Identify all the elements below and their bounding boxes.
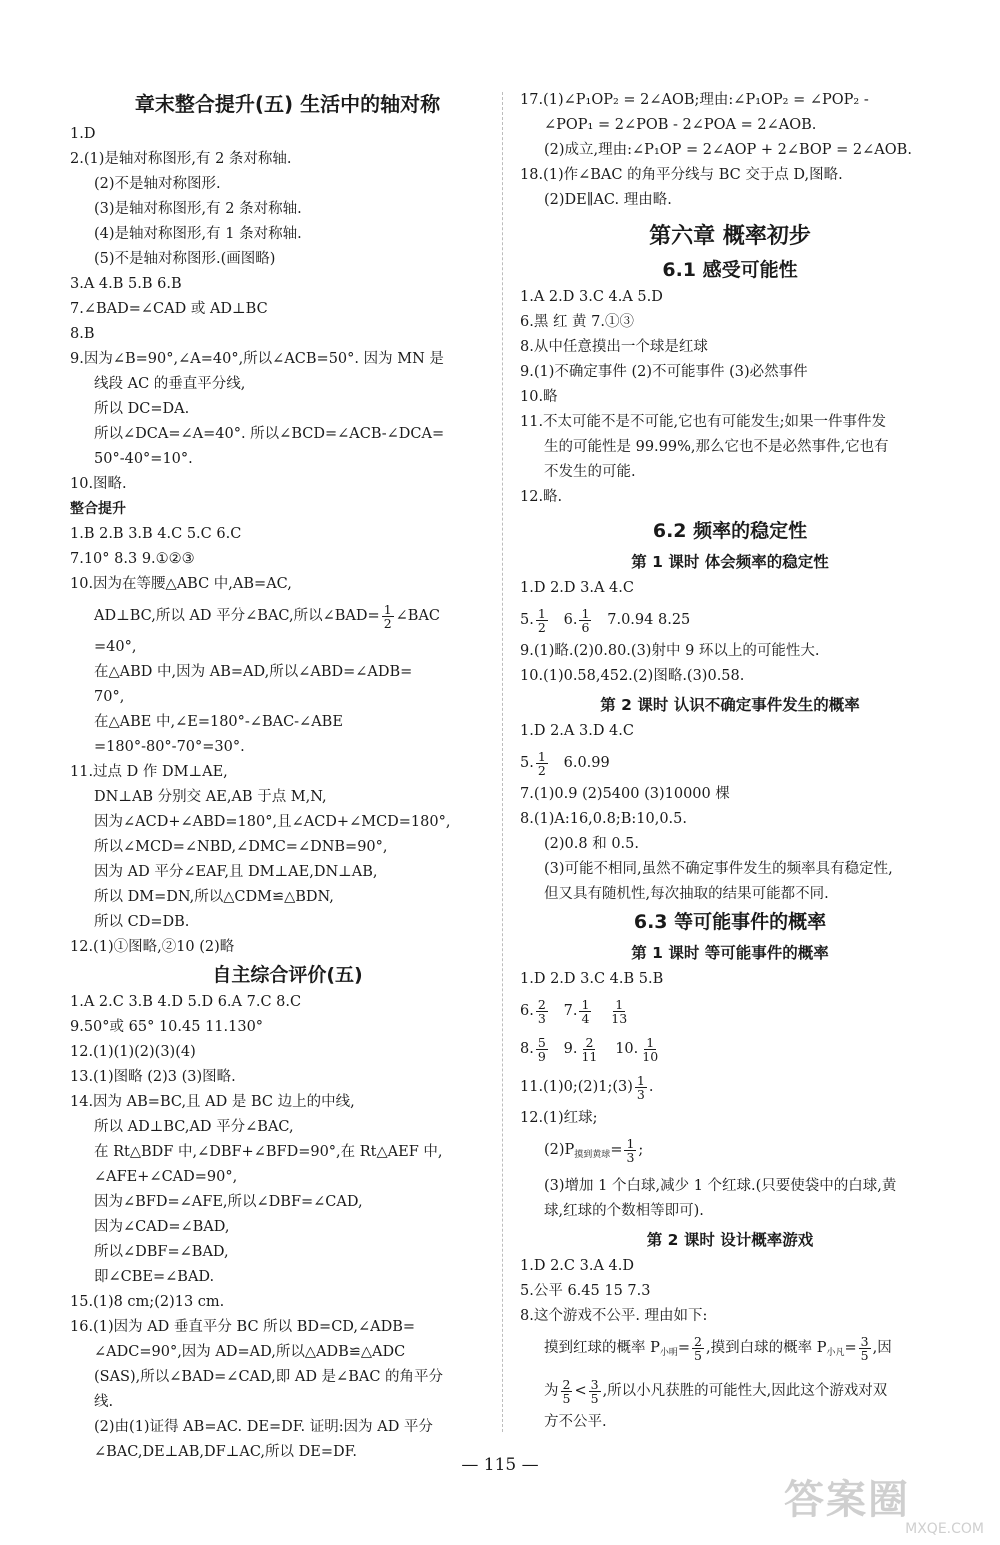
- answer-line-with-fraction: [70, 597, 505, 635]
- answer-line: 1.D 2.D 3.C 4.B 5.B: [520, 971, 664, 987]
- answer-line: 但又具有随机性,每次抽取的结果可能都不同.: [544, 886, 829, 902]
- answer-line: 线段 AC 的垂直平分线,: [94, 376, 246, 392]
- lesson-title: 第 2 课时 认识不确定事件发生的概率: [600, 696, 860, 714]
- answer-line-with-fraction: [520, 1329, 940, 1372]
- fraction: [579, 607, 591, 634]
- numerator: 2: [537, 996, 546, 1012]
- answer-line: 8.从中任意摸出一个球是红球: [520, 339, 708, 355]
- numerator: 1: [646, 1034, 655, 1050]
- denominator: 4: [581, 1010, 590, 1026]
- numerator: 3: [590, 1376, 599, 1392]
- numerator: 1: [537, 605, 546, 621]
- text-segment: 5.: [520, 612, 534, 628]
- answer-line: ∠AFE+∠CAD=90°,: [94, 1169, 238, 1185]
- answer-line-with-fraction: [520, 992, 940, 1030]
- text-segment: ,所以小凡获胜的可能性大,因此这个游戏对双: [602, 1383, 888, 1399]
- section-title-self-evaluation: 自主综合评价(五): [212, 964, 363, 986]
- answer-line: =40°,: [94, 639, 137, 655]
- answer-line: (2)成立,理由:∠P₁OP = 2∠AOP + 2∠BOP = 2∠AOB.: [544, 142, 912, 158]
- text-segment: (2)P: [544, 1142, 575, 1158]
- text-segment: 6.: [563, 612, 578, 628]
- fraction: [640, 1036, 660, 1063]
- answer-line: 9.因为∠B=90°,∠A=40°,所以∠ACB=50°. 因为 MN 是: [70, 351, 444, 367]
- answer-line: 1.D 2.A 3.D 4.C: [520, 723, 634, 739]
- answer-line: (SAS),所以∠BAD=∠CAD,即 AD 是∠BAC 的角平分: [94, 1369, 444, 1385]
- lesson-title: 第 1 课时 等可能事件的概率: [631, 944, 829, 962]
- text-segment: 6.0.99: [563, 755, 610, 771]
- subscript: 摸到黄球: [574, 1150, 611, 1160]
- answer-line: 9.50°或 65° 10.45 11.130°: [70, 1019, 264, 1035]
- answer-line: 1.A 2.C 3.B 4.D 5.D 6.A 7.C 8.C: [70, 994, 302, 1010]
- text-segment: ,因: [872, 1340, 892, 1356]
- denominator: 2: [537, 619, 546, 635]
- text-segment: 11.(1)0;(2)1;(3): [520, 1079, 633, 1095]
- denominator: 3: [626, 1149, 635, 1165]
- answer-line: 7.10° 8.3 9.①②③: [70, 551, 195, 567]
- column-divider: [502, 92, 503, 1432]
- lesson-title: 第 1 课时 体会频率的稳定性: [631, 553, 829, 571]
- denominator: 5: [590, 1390, 599, 1406]
- denominator: 5: [694, 1347, 702, 1363]
- lesson-title: 第 2 课时 设计概率游戏: [646, 1231, 814, 1249]
- denominator: 10: [642, 1048, 659, 1064]
- fraction: [635, 1074, 647, 1101]
- fraction: [536, 998, 548, 1025]
- answer-line-with-fraction: [520, 1068, 940, 1106]
- answer-line-with-fraction: [520, 601, 940, 639]
- fraction: [382, 603, 394, 630]
- answer-line: 10.(1)0.58,452.(2)图略.(3)0.58.: [520, 668, 745, 684]
- answer-line-with-fraction: [520, 1372, 940, 1410]
- watermark-url: MXQE.COM: [905, 1521, 984, 1537]
- text-segment: 10.: [615, 1041, 639, 1057]
- answer-line: 12.(1)(1)(2)(3)(4): [70, 1044, 196, 1060]
- answer-line: 7.∠BAD=∠CAD 或 AD⊥BC: [70, 301, 268, 317]
- denominator: 3: [636, 1086, 645, 1102]
- numerator: 1: [615, 996, 624, 1012]
- answer-line: 13.(1)图略 (2)3 (3)图略.: [70, 1069, 236, 1085]
- page-number: — 115 —: [461, 1455, 539, 1475]
- right-column: [520, 88, 940, 1435]
- answer-line: 所以∠DBF=∠BAD,: [94, 1244, 229, 1260]
- answer-line: =180°-80°-70°=30°.: [94, 739, 245, 755]
- text-segment: 摸到红球的概率 P: [544, 1340, 660, 1356]
- chapter-title: 第六章 概率初步: [649, 224, 811, 249]
- denominator: 2: [383, 615, 392, 631]
- numerator: 3: [860, 1333, 869, 1349]
- fraction: [589, 1378, 601, 1405]
- answer-line: 17.(1)∠P₁OP₂ = 2∠AOB;理由:∠P₁OP₂ = ∠POP₂ -: [520, 92, 869, 108]
- fraction: [579, 998, 591, 1025]
- answer-line: (2)DE∥AC. 理由略.: [544, 192, 672, 208]
- answer-line: 1.B 2.B 3.B 4.C 5.C 6.C: [70, 526, 242, 542]
- answer-line-with-fraction: [520, 744, 940, 782]
- answer-line: 方不公平.: [544, 1414, 607, 1430]
- answer-line: 不发生的可能.: [544, 464, 636, 480]
- text-segment: 9.: [563, 1041, 578, 1057]
- answer-line: 15.(1)8 cm;(2)13 cm.: [70, 1294, 225, 1310]
- watermark-text: 答案圈: [784, 1477, 910, 1523]
- answer-line: 18.(1)作∠BAC 的角平分线与 BC 交于点 D,图略.: [520, 167, 843, 183]
- section-title-chapter-review: 章末整合提升(五) 生活中的轴对称: [134, 92, 441, 116]
- answer-line: (3)是轴对称图形,有 2 条对称轴.: [94, 201, 302, 217]
- answer-line: 线.: [94, 1394, 114, 1410]
- answer-line: 9.(1)不确定事件 (2)不可能事件 (3)必然事件: [520, 364, 808, 380]
- section-title-6-2: 6.2 频率的稳定性: [652, 520, 808, 542]
- fraction: [624, 1137, 636, 1164]
- answer-line: 50°-40°=10°.: [94, 451, 193, 467]
- denominator: 5: [562, 1390, 571, 1406]
- section-title-6-1: 6.1 感受可能性: [662, 259, 798, 281]
- numerator: 2: [585, 1034, 594, 1050]
- fraction: [536, 1036, 548, 1063]
- numerator: 2: [562, 1376, 571, 1392]
- answer-line: 在△ABD 中,因为 AB=AD,所以∠ABD=∠ADB=: [94, 664, 413, 680]
- answer-line: (5)不是轴对称图形.(画图略): [94, 251, 276, 267]
- answer-line: ∠ADC=90°,因为 AD=AD,所以△ADB≌△ADC: [94, 1344, 406, 1360]
- answer-line: 8.这个游戏不公平. 理由如下:: [520, 1308, 708, 1324]
- answer-line: 70°,: [94, 689, 125, 705]
- fraction: [536, 750, 548, 777]
- answer-line: (3)可能不相同,虽然不确定事件发生的频率具有稳定性,: [544, 861, 893, 877]
- answer-line: DN⊥AB 分别交 AE,AB 于点 M,N,: [94, 789, 327, 805]
- text-segment: <: [574, 1383, 587, 1399]
- watermark-logo: [784, 1478, 984, 1540]
- answer-line-with-fraction: [520, 1030, 940, 1068]
- answer-line: 因为∠BFD=∠AFE,所以∠DBF=∠CAD,: [94, 1194, 363, 1210]
- text-segment: 8.: [520, 1041, 534, 1057]
- numerator: 1: [636, 1072, 645, 1088]
- answer-line: 8.B: [70, 326, 95, 342]
- sub-heading-integration: 整合提升: [70, 501, 126, 517]
- answer-line: 1.D 2.C 3.A 4.D: [520, 1258, 634, 1274]
- answer-line: 11.过点 D 作 DM⊥AE,: [70, 764, 228, 780]
- fraction: [609, 998, 629, 1025]
- fraction: [692, 1335, 704, 1362]
- text-segment: 6.: [520, 1003, 534, 1019]
- section-title-6-3: 6.3 等可能事件的概率: [633, 911, 827, 933]
- denominator: 3: [537, 1010, 546, 1026]
- text-segment: AD⊥BC,所以 AD 平分∠BAC,所以∠BAD=: [94, 608, 380, 624]
- text-segment: =: [677, 1340, 691, 1356]
- answer-line: 在△ABE 中,∠E=180°-∠BAC-∠ABE: [94, 714, 343, 730]
- fraction: [859, 1335, 871, 1362]
- text-segment: ;: [638, 1142, 644, 1158]
- answer-line: (2)不是轴对称图形.: [94, 176, 221, 192]
- answer-line: 因为∠CAD=∠BAD,: [94, 1219, 230, 1235]
- numerator: 1: [581, 605, 590, 621]
- answer-line: 1.A 2.D 3.C 4.A 5.D: [520, 289, 663, 305]
- text-segment: =: [844, 1340, 857, 1356]
- numerator: 1: [626, 1135, 635, 1151]
- numerator: 1: [537, 748, 546, 764]
- denominator: 9: [537, 1048, 546, 1064]
- subscript: 小明: [659, 1348, 678, 1358]
- answer-line: 1.D 2.D 3.A 4.C: [520, 580, 634, 596]
- answer-line: 9.(1)略.(2)0.80.(3)射中 9 环以上的可能性大.: [520, 643, 820, 659]
- answer-line: 因为∠ACD+∠ABD=180°,且∠ACD+∠MCD=180°,: [94, 814, 451, 830]
- answer-line: 1.D: [70, 126, 96, 142]
- answer-line: 6.黑 红 黄 7.①③: [520, 314, 634, 330]
- answer-line: ∠BAC,DE⊥AB,DF⊥AC,所以 DE=DF.: [94, 1444, 358, 1460]
- fraction: [579, 1036, 599, 1063]
- answer-line: 所以 AD⊥BC,AD 平分∠BAC,: [94, 1119, 294, 1135]
- answer-line: (4)是轴对称图形,有 1 条对称轴.: [94, 226, 302, 242]
- answer-line: 所以 DC=DA.: [94, 401, 190, 417]
- answer-line: 10.因为在等腰△ABC 中,AB=AC,: [70, 576, 292, 592]
- numerator: 5: [537, 1034, 546, 1050]
- answer-line: 10.图略.: [70, 476, 127, 492]
- answer-line: ∠POP₁ = 2∠POB - 2∠POA = 2∠AOB.: [544, 117, 817, 133]
- answer-line: 球,红球的个数相等即可).: [544, 1203, 704, 1219]
- answer-line-with-fraction: [520, 1131, 940, 1174]
- text-segment: ,摸到白球的概率 P: [706, 1340, 827, 1356]
- answer-line: 所以 DM=DN,所以△CDM≌△BDN,: [94, 889, 334, 905]
- text-segment: 7.0.94 8.25: [607, 612, 691, 628]
- answer-line: 3.A 4.B 5.B 6.B: [70, 276, 182, 292]
- answer-line: 10.略: [520, 389, 558, 405]
- answer-line: 14.因为 AB=BC,且 AD 是 BC 边上的中线,: [70, 1094, 355, 1110]
- answer-line: (3)增加 1 个白球,减少 1 个红球.(只要使袋中的白球,黄: [544, 1178, 897, 1194]
- answer-line: 生的可能性是 99.99%,那么它也不是必然事件,它也有: [544, 439, 889, 455]
- subscript: 小凡: [826, 1348, 845, 1358]
- answer-line: 2.(1)是轴对称图形,有 2 条对称轴.: [70, 151, 292, 167]
- text-segment: 5.: [520, 755, 534, 771]
- denominator: 13: [611, 1010, 628, 1026]
- numerator: 2: [694, 1333, 702, 1349]
- answer-line: 12.(1)①图略,②10 (2)略: [70, 939, 235, 955]
- fraction: [561, 1378, 573, 1405]
- text-segment: =: [610, 1142, 623, 1158]
- answer-line: 12.(1)红球;: [520, 1110, 598, 1126]
- answer-line: 5.公平 6.45 15 7.3: [520, 1283, 651, 1299]
- answer-line: 7.(1)0.9 (2)5400 (3)10000 棵: [520, 786, 730, 802]
- text-segment: .: [648, 1079, 654, 1095]
- fraction: [536, 607, 548, 634]
- answer-line: 因为 AD 平分∠EAF,且 DM⊥AE,DN⊥AB,: [94, 864, 378, 880]
- numerator: 1: [383, 601, 392, 617]
- answer-line: 所以 CD=DB.: [94, 914, 190, 930]
- answer-line: 8.(1)A:16,0.8;B:10,0.5.: [520, 811, 688, 827]
- answer-line: (2)0.8 和 0.5.: [544, 836, 639, 852]
- denominator: 11: [581, 1048, 598, 1064]
- answer-line: 所以∠MCD=∠NBD,∠DMC=∠DNB=90°,: [94, 839, 388, 855]
- answer-line: (2)由(1)证得 AB=AC. DE=DF. 证明:因为 AD 平分: [94, 1419, 433, 1435]
- answer-line: 16.(1)因为 AD 垂直平分 BC 所以 BD=CD,∠ADB=: [70, 1319, 416, 1335]
- denominator: 5: [860, 1347, 869, 1363]
- answer-line: 在 Rt△BDF 中,∠DBF+∠BFD=90°,在 Rt△AEF 中,: [94, 1144, 443, 1160]
- answer-line: 11.不太可能不是不可能,它也有可能发生;如果一件事件发: [520, 414, 887, 430]
- numerator: 1: [581, 996, 590, 1012]
- answer-line: 12.略.: [520, 489, 563, 505]
- denominator: 2: [537, 762, 546, 778]
- answer-line: 所以∠DCA=∠A=40°. 所以∠BCD=∠ACB-∠DCA=: [94, 426, 445, 442]
- text-segment: ∠BAC: [395, 608, 441, 624]
- answer-line: 即∠CBE=∠BAD.: [94, 1269, 215, 1285]
- text-segment: 7.: [563, 1003, 578, 1019]
- text-segment: 为: [544, 1383, 559, 1399]
- left-column: [70, 88, 505, 1465]
- denominator: 6: [581, 619, 590, 635]
